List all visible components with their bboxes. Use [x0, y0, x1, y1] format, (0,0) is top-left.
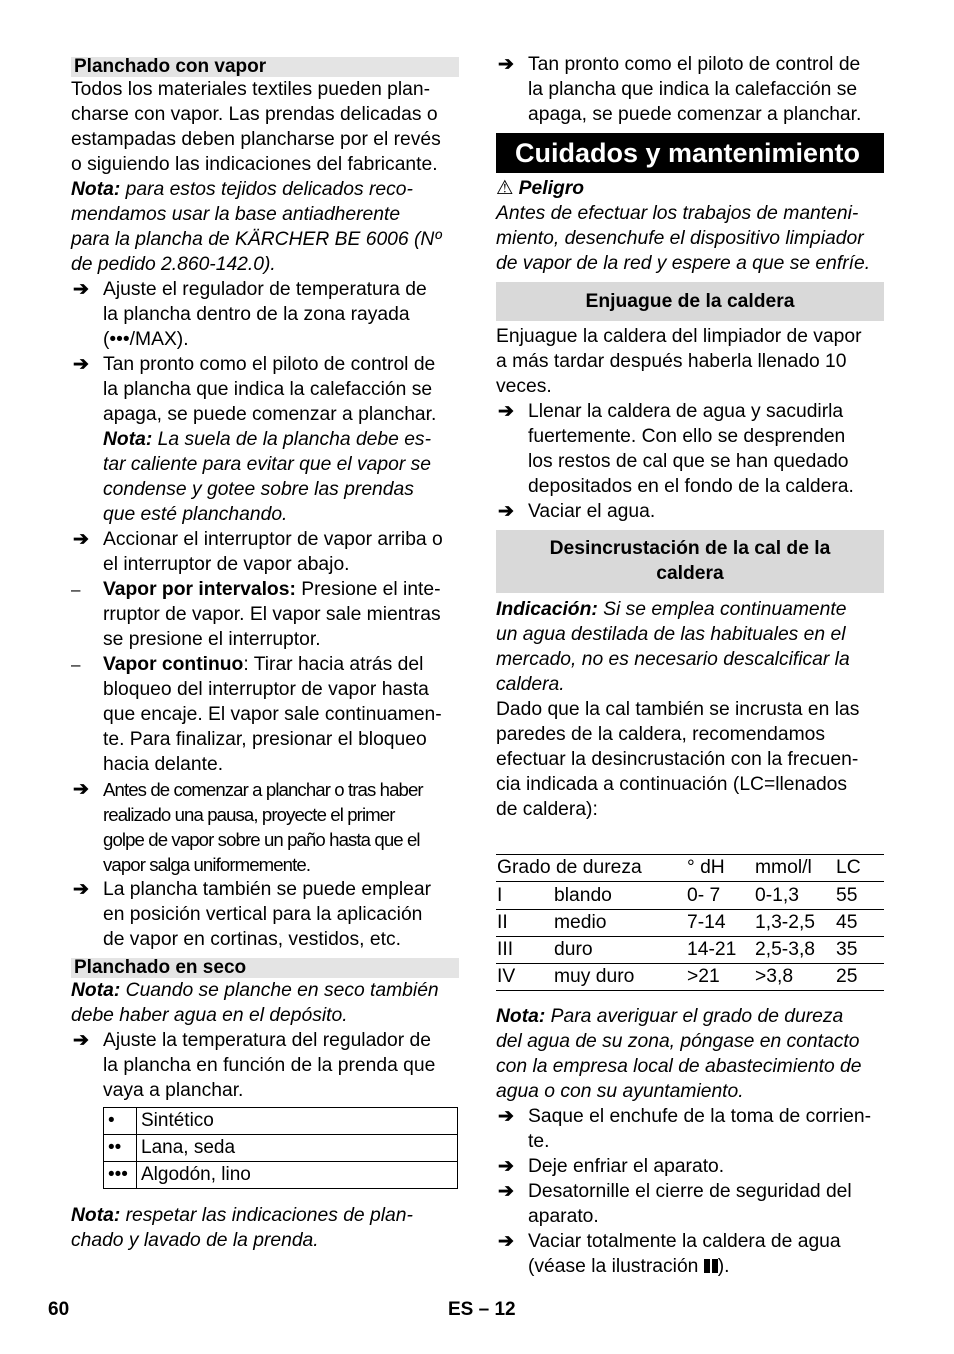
arrow-icon: ➔ [73, 279, 89, 300]
note-label: Nota: [71, 179, 121, 200]
dash-bullet: – [71, 580, 81, 599]
danger-line: Antes de efectuar los trabajos de manteni- [496, 203, 859, 224]
note-label: Nota: [496, 1006, 546, 1027]
dash-bullet: – [71, 655, 81, 674]
figure-reference-icon [704, 1259, 718, 1273]
step-vertical-line: La plancha también se puede emplear [103, 879, 432, 900]
step-pilot-line: la plancha que indica la calefacción se [103, 379, 433, 400]
step-fabric-temp-line: vaya a planchar. [103, 1080, 244, 1101]
arrow-icon: ➔ [73, 879, 89, 900]
rinse-step-line: fuertemente. Con ello se desprenden [528, 426, 846, 447]
section-title: Cuidados y mantenimiento [496, 133, 884, 173]
temperature-dots: •• [104, 1135, 137, 1162]
table-row: IV muy duro >21 >3,8 25 [496, 963, 884, 991]
table-row [104, 1162, 458, 1189]
temperature-dots: ••• [104, 1162, 137, 1189]
header-cell: ° dH [687, 857, 725, 878]
arrow-icon: ➔ [498, 1181, 514, 1202]
note-hardness-line: Nota: Para averiguar el grado de dureza [496, 1006, 844, 1027]
steam-intro-line: Todos los materiales textiles pueden plan- [71, 79, 431, 100]
danger-line: de vapor de la red y espere a que se enfríe. [496, 253, 871, 274]
table-row [104, 1108, 458, 1135]
note-delicate-line: mendamos usar la base antiadherente [71, 204, 401, 225]
note-care-line: chado y lavado de la prenda. [71, 1230, 319, 1251]
descale-line: paredes de la caldera, recomendamos [496, 724, 826, 745]
note-hardness-line: con la empresa local de abastecimiento de [496, 1056, 862, 1077]
step-pilot-line: apaga, se puede comenzar a planchar. [103, 404, 437, 425]
table-row: I blando 0- 7 0-1,3 55 [496, 882, 884, 910]
arrow-icon: ➔ [73, 529, 89, 550]
arrow-icon: ➔ [73, 1030, 89, 1051]
interval-steam-line: se presione el interruptor. [103, 629, 321, 650]
fabric-name: Sintético [137, 1108, 458, 1135]
note-soleplate-line: Nota: La suela de la plancha debe es- [103, 429, 431, 450]
step-switch-line: Accionar el interruptor de vapor arriba o [103, 529, 443, 550]
step-switch-line: el interruptor de vapor abajo. [103, 554, 350, 575]
step-first-steam-line: Antes de comenzar a planchar o tras haber [103, 779, 423, 800]
note-care-line: Nota: respetar las indicaciones de plan- [71, 1205, 413, 1226]
step-empty-line: (véase la ilustración ). [528, 1256, 730, 1277]
indication-line: un agua destilada de las habituales en el [496, 624, 846, 645]
note-soleplate-line: condense y gotee sobre las prendas [103, 479, 414, 500]
rinse-line: Enjuague la caldera del limpiador de vapor [496, 326, 862, 347]
note-label: Nota: [103, 429, 153, 450]
descale-line: de caldera): [496, 799, 598, 820]
arrow-icon: ➔ [73, 354, 89, 375]
note-delicate-line: Nota: para estos tejidos delicados reco- [71, 179, 413, 200]
continuous-steam-line: que encaje. El vapor sale continuamen- [103, 704, 442, 725]
note-soleplate-line: que esté planchando. [103, 504, 288, 525]
step-pilot-line: Tan pronto como el piloto de control de [528, 54, 861, 75]
note-dry-line: Nota: Cuando se planche en seco también [71, 980, 439, 1001]
header-cell: Grado de dureza [497, 857, 642, 878]
step-unscrew-line: aparato. [528, 1206, 599, 1227]
arrow-icon: ➔ [498, 1156, 514, 1177]
rinse-line: a más tardar después haberla llenado 10 [496, 351, 847, 372]
rinse-step-line: Llenar la caldera de agua y sacudirla [528, 401, 844, 422]
steam-ironing-heading: Planchado con vapor [71, 57, 459, 77]
fabric-temperature-table [103, 1107, 458, 1189]
step-temperature-line: Ajuste el regulador de temperatura de [103, 279, 427, 300]
note-hardness-line: agua o con su ayuntamiento. [496, 1081, 744, 1102]
step-temperature-line: (•••/MAX). [103, 329, 189, 350]
warning-triangle-icon: ⚠ [496, 178, 514, 199]
rinse-step-line: los restos de cal que se han quedado [528, 451, 849, 472]
steam-intro-line: o siguiendo las indicaciones del fabricante. [71, 154, 438, 175]
step-cool-line: Deje enfriar el aparato. [528, 1156, 725, 1177]
table-row [104, 1135, 458, 1162]
water-hardness-table [496, 854, 884, 992]
descale-line: cia indicada a continuación (LC=llenados [496, 774, 848, 795]
dry-ironing-heading: Planchado en seco [71, 958, 459, 978]
rinse-step-line: Vaciar el agua. [528, 501, 656, 522]
descale-line: efectuar la desincrustación con la frecuen- [496, 749, 859, 770]
rinse-step-line: depositados en el fondo de la caldera. [528, 476, 854, 497]
indication-line: Indicación: Si se emplea continuamente [496, 599, 847, 620]
step-first-steam-line: realizado una pausa, proyecte el primer [103, 804, 395, 825]
note-dry-line: debe haber agua en el depósito. [71, 1005, 348, 1026]
danger-heading: ⚠ Peligro [496, 178, 585, 199]
arrow-icon: ➔ [498, 1106, 514, 1127]
step-vertical-line: de vapor en cortinas, vestidos, etc. [103, 929, 401, 950]
steam-intro-line: estampadas deben plancharse por el revés [71, 129, 441, 150]
fabric-name: Lana, seda [137, 1135, 458, 1162]
continuous-steam-line: Vapor continuo: Tirar hacia atrás del [103, 654, 424, 675]
interval-steam-line: Vapor por intervalos: Presione el inte- [103, 579, 441, 600]
continuous-steam-line: hacia delante. [103, 754, 224, 775]
continuous-steam-line: bloqueo del interruptor de vapor hasta [103, 679, 429, 700]
rinse-heading: Enjuague de la caldera [496, 282, 884, 321]
page-code: ES – 12 [448, 1299, 516, 1320]
arrow-icon: ➔ [498, 501, 514, 522]
note-delicate-line: para la plancha de KÄRCHER BE 6006 (Nº [71, 229, 442, 250]
arrow-icon: ➔ [498, 54, 514, 75]
step-pilot-line: la plancha que indica la calefacción se [528, 79, 858, 100]
indication-label: Indicación: [496, 599, 598, 620]
step-unplug-line: Saque el enchufe de la toma de corrien- [528, 1106, 871, 1127]
page-number: 60 [48, 1299, 70, 1320]
fabric-name: Algodón, lino [137, 1162, 458, 1189]
descale-line: Dado que la cal también se incrusta en las [496, 699, 860, 720]
step-fabric-temp-line: Ajuste la temperatura del regulador de [103, 1030, 431, 1051]
step-pilot-line: apaga, se puede comenzar a planchar. [528, 104, 862, 125]
danger-line: miento, desenchufe el dispositivo limpiador [496, 228, 864, 249]
steam-intro-line: charse con vapor. Las prendas delicadas o [71, 104, 438, 125]
step-empty-line: Vaciar totalmente la caldera de agua [528, 1231, 841, 1252]
header-cell: mmol/l [755, 857, 812, 878]
table-row: II medio 7-14 1,3-2,5 45 [496, 909, 884, 937]
table-row: III duro 14-21 2,5-3,8 35 [496, 936, 884, 964]
step-vertical-line: en posición vertical para la aplicación [103, 904, 423, 925]
continuous-steam-line: te. Para finalizar, presionar el bloqueo [103, 729, 427, 750]
note-label: Nota: [71, 980, 121, 1001]
arrow-icon: ➔ [73, 779, 89, 800]
step-first-steam-line: vapor salga uniformemente. [103, 854, 311, 875]
step-first-steam-line: golpe de vapor sobre un paño hasta que el [103, 829, 420, 850]
header-cell: LC [836, 857, 861, 878]
descale-heading: Desincrustación de la cal de la caldera [496, 530, 884, 593]
note-soleplate-line: tar caliente para evitar que el vapor se [103, 454, 431, 475]
step-pilot-line: Tan pronto como el piloto de control de [103, 354, 436, 375]
indication-line: mercado, no es necesario descalcificar la [496, 649, 850, 670]
rinse-line: veces. [496, 376, 552, 397]
step-fabric-temp-line: la plancha en función de la prenda que [103, 1055, 436, 1076]
note-delicate-line: de pedido 2.860-142.0). [71, 254, 276, 275]
arrow-icon: ➔ [498, 1231, 514, 1252]
table-header-row [496, 854, 884, 882]
note-hardness-line: del agua de su zona, póngase en contacto [496, 1031, 860, 1052]
indication-line: caldera. [496, 674, 565, 695]
interval-steam-line: rruptor de vapor. El vapor sale mientras [103, 604, 441, 625]
step-unscrew-line: Desatornille el cierre de seguridad del [528, 1181, 852, 1202]
arrow-icon: ➔ [498, 401, 514, 422]
temperature-dots: • [104, 1108, 137, 1135]
step-unplug-line: te. [528, 1131, 550, 1152]
step-temperature-line: la plancha dentro de la zona rayada [103, 304, 410, 325]
note-label: Nota: [71, 1205, 121, 1226]
